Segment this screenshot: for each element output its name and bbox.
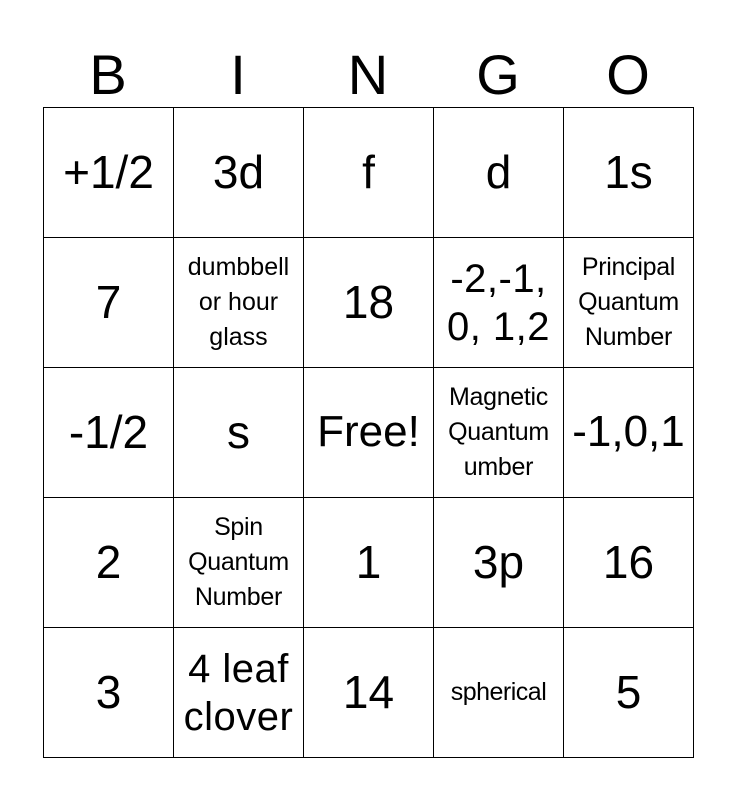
header-letter-g: G	[476, 43, 520, 106]
bingo-cell[interactable]: 2	[44, 498, 174, 628]
bingo-cell[interactable]: 3d	[174, 108, 304, 238]
bingo-cell[interactable]: 16	[564, 498, 694, 628]
free-space-cell[interactable]: Free!	[304, 368, 434, 498]
bingo-header	[43, 44, 693, 106]
header-letter-n: N	[347, 43, 389, 106]
bingo-cell[interactable]: 1s	[564, 108, 694, 238]
header-letter-b: B	[89, 43, 127, 106]
bingo-cell[interactable]: 4 leaf clover	[174, 628, 304, 758]
bingo-cell[interactable]: Magnetic Quantum umber	[434, 368, 564, 498]
bingo-cell[interactable]: 7	[44, 238, 174, 368]
bingo-cell[interactable]: d	[434, 108, 564, 238]
bingo-cell[interactable]: s	[174, 368, 304, 498]
bingo-cell[interactable]: spherical	[434, 628, 564, 758]
bingo-cell[interactable]: +1/2	[44, 108, 174, 238]
bingo-cell[interactable]: 1	[304, 498, 434, 628]
bingo-cell[interactable]: Principal Quantum Number	[564, 238, 694, 368]
bingo-cell[interactable]: -2,-1, 0, 1,2	[434, 238, 564, 368]
bingo-cell[interactable]: -1/2	[44, 368, 174, 498]
bingo-cell[interactable]: 3p	[434, 498, 564, 628]
bingo-cell[interactable]: 3	[44, 628, 174, 758]
bingo-cell[interactable]: 14	[304, 628, 434, 758]
bingo-cell[interactable]: f	[304, 108, 434, 238]
bingo-cell[interactable]: dumbbell or hour glass	[174, 238, 304, 368]
header-letter-o: O	[606, 43, 650, 106]
bingo-cell[interactable]: Spin Quantum Number	[174, 498, 304, 628]
header-letter-i: I	[230, 43, 246, 106]
bingo-cell[interactable]: 5	[564, 628, 694, 758]
bingo-cell[interactable]: -1,0,1	[564, 368, 694, 498]
bingo-board	[43, 107, 694, 758]
bingo-cell[interactable]: 18	[304, 238, 434, 368]
